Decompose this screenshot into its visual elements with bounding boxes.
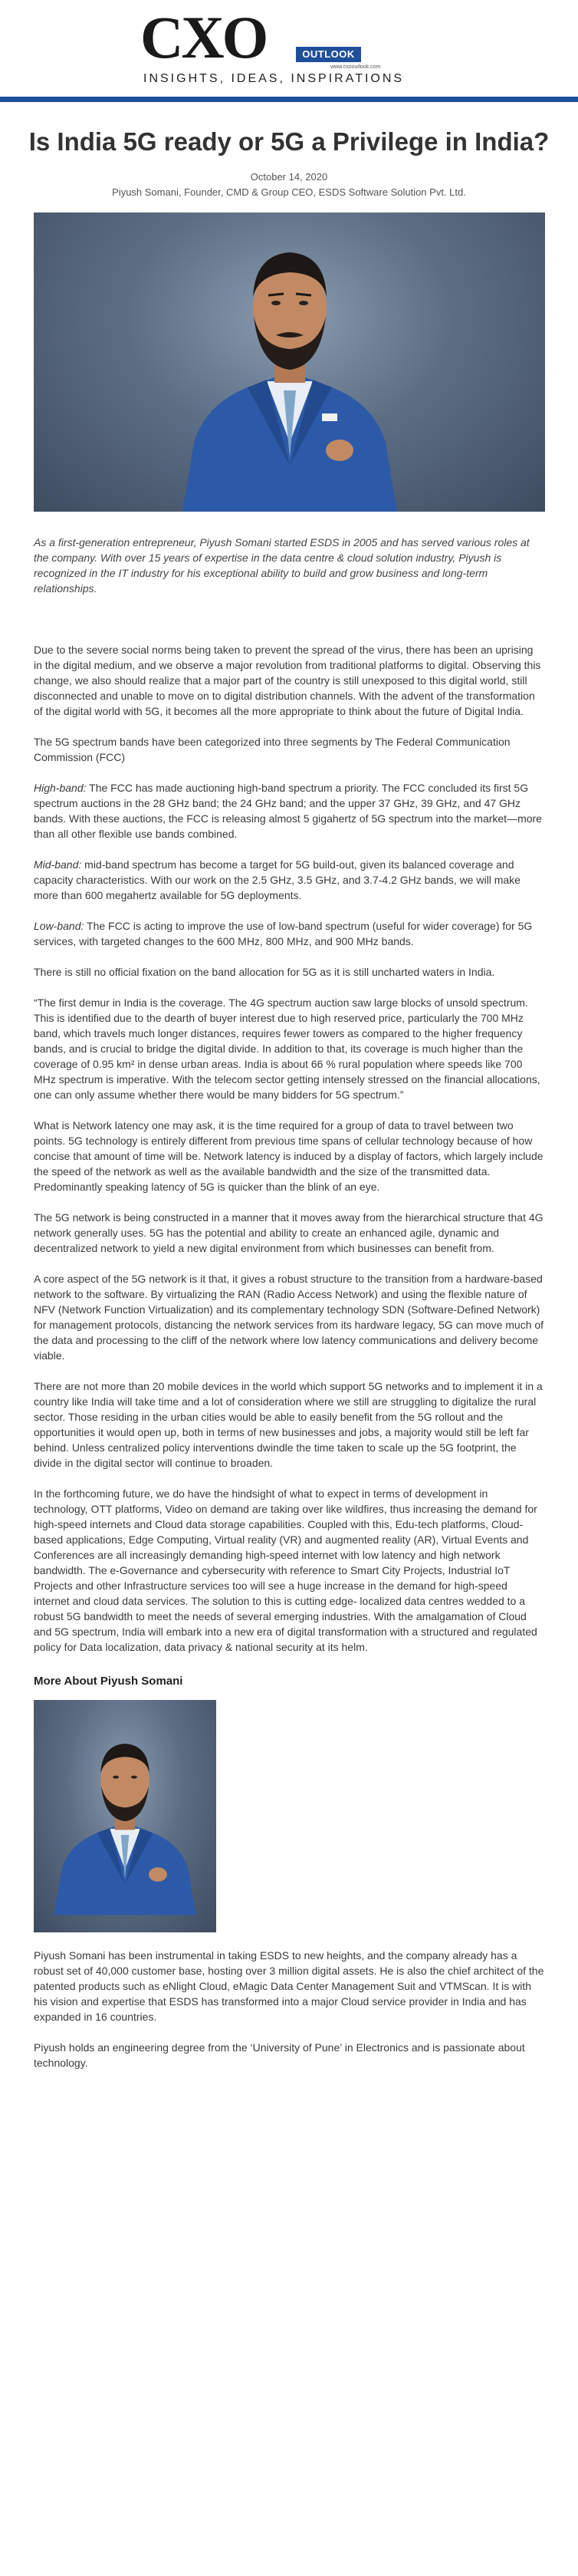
article-paragraph: The 5G spectrum bands have been categorized into three segments by The Federal Communication Commission (FCC) — [34, 736, 511, 763]
author-intro: As a first-generation entrepreneur, Piyush Somani started ESDS in 2005 and has served various roles at the company. With over 15 years of expertise in the data centre & cloud solution industry, Piyush is recognized in the IT industry for his exceptional ability to build and grow business and long-term relationships. — [34, 536, 530, 595]
masthead — [0, 0, 578, 106]
about-author-paragraph: Piyush Somani has been instrumental in taking ESDS to new heights, and the company already has a robust set of 40,000 customer base, hosting over 3 million digital assets. He is also the chief architect of the patented products such as eNlight Cloud, eMagic Data Center Management Suit and VTMScan. It is with his vision and expertise that ESDS has transformed into a major Cloud service provider in India and has expanded in 16 countries. — [34, 1949, 544, 2023]
site-tagline: INSIGHTS, IDEAS, INSPIRATIONS — [143, 72, 405, 85]
about-author-heading: More About Piyush Somani — [34, 1675, 183, 1688]
author-hero-photo — [34, 212, 545, 512]
author-portrait — [152, 212, 428, 512]
article-paragraph: What is Network latency one may ask, it is the time required for a group of data to travel between two points. 5G technology is entirely different from previous time spans of cellular technology because of how concise that amount of time will be. Network latency is induced by a display of factors, which largely include the speed of the network as well as the available bandwidth and the size of the transmitted data. Predominantly speaking latency of 5G is quicker than the blink of an eye. — [34, 1119, 544, 1193]
article-paragraph-high-band — [34, 780, 544, 842]
logo-url: www.cxooutlook.com — [330, 64, 381, 70]
low-band-label: Low-band: — [34, 920, 84, 932]
high-band-label: High-band: — [34, 782, 87, 794]
article-date: October 14, 2020 — [250, 171, 328, 183]
article-byline: Piyush Somani, Founder, CMD & Group CEO, ESDS Software Solution Pvt. Ltd. — [112, 186, 466, 198]
author-bio-portrait — [34, 1700, 216, 1932]
article-paragraph: In the forthcoming future, we do have the hindsight of what to expect in terms of development in technology, OTT platforms, Video on demand are taking over like wildfires, thus increasing the demand for high-speed internets and Cloud data storage capabilities. Coupled with this, Edu-tech platforms, Cloud-based applications, Edge Computing, Virtual reality (VR) and augmented reality (AR), Virtual Events and Conferences are all increasingly demanding high-speed internet with low latency and high network bandwidth. The e-Governance and cybersecurity with reference to Smart City Projects, Industrial IoT Projects and other Infrastructure services too will see a huge increase in the demand for high-speed internet and cloud data services. The solution to this is cutting edge- localized data centres wedded to a robust 5G bandwidth to meet the needs of several emerging industries. With the amalgamation of Cloud and 5G spectrum, India will embark into a new era of digital transformation with a structured and regulated policy for Data localization, data privacy & national security at its helm. — [34, 1487, 537, 1653]
article-paragraph-mid-band — [34, 857, 544, 903]
about-author-paragraph: Piyush holds an engineering degree from the ‘University of Pune’ in Electronics and is passionate about technology. — [34, 2041, 525, 2069]
logo-outlook-badge: OUTLOOK — [296, 47, 361, 62]
article-paragraph-low-band — [34, 918, 544, 949]
article-meta — [0, 170, 578, 200]
article-title: Is India 5G ready or 5G a Privilege in India? — [28, 127, 550, 156]
mid-band-text: mid-band spectrum has become a target for 5G build-out, given its balanced coverage and capacity characteristics. With our work on the 2.5 GHz, 3.5 GHz, and 3.7-4.2 GHz bands, we will make more than 600 megahertz available for 5G deployments. — [34, 858, 521, 901]
article-paragraph: Due to the severe social norms being taken to prevent the spread of the virus, there has been an uprising in the digital medium, and we observe a major revolution from traditional platforms to digital. Observing this change, we also should realize that a major part of the country is still unexposed to this digital world, still disconnected and unable to move on to digital distribution channels. With the advent of the transformation of the digital world with 5G, it becomes all the more appropriate to think about the future of Digital India. — [34, 644, 541, 717]
article-paragraph: The 5G network is being constructed in a manner that it moves away from the hierarchical structure that 4G network generally uses. 5G has the potential and ability to create an enhanced agile, dynamic and decentralized network to yield a new digital environment from which businesses can benefit from. — [34, 1211, 544, 1254]
logo-wordmark: CXO — [140, 4, 267, 71]
author-bio-photo — [34, 1700, 216, 1932]
article-quote: “The first demur in India is the coverage. The 4G spectrum auction saw large blocks of unsold spectrum. This is identified due to the dearth of buyer interest due to high reserved price, particularly the 700 MHz band, which travels much longer distances, requires fewer towers as compared to the higher frequency bands, and is crucial to bridge the digital divide. In addition to that, its coverage is much higher than the coverage of 0.95 km² in dense urban areas. India is about 66 % rural population where speeds like 700 MHz spectrum is imperative. With the telecom sector getting intensely stressed on the financial allocations, one can only assume whether there would be many bidders for 5G spectrum.” — [34, 996, 540, 1101]
high-band-text: The FCC has made auctioning high-band spectrum a priority. The FCC concluded its first 5G spectrum auctions in the 28 GHz band; the 24 GHz band; and the upper 37 GHz, 39 GHz, and 47 GHz bands. With these auctions, the FCC is releasing almost 5 gigahertz of 5G spectrum into the market—more than all other flexible use bands combined. — [34, 782, 542, 840]
header-divider — [0, 97, 578, 102]
article-paragraph: There is still no official fixation on the band allocation for 5G as it is still uncharted waters in India. — [34, 966, 495, 978]
site-logo[interactable] — [140, 4, 439, 89]
article-body — [0, 535, 578, 2070]
article-paragraph: There are not more than 20 mobile devices in the world which support 5G networks and to implement it in a country like India will take time and a lot of consideration where we still are struggling to digitalize the rural sector. Those residing in the urban cities would be able to easily benefit from the 5G rollout and the opportunities it would open up, both in terms of new businesses and jobs, a majority would still be left far behind. Unless centralized policy interventions dwindle the time taken to scale up the 5G footprint, the divide in the digital sector will continue to broaden. — [34, 1380, 543, 1469]
low-band-text: The FCC is acting to improve the use of low-band spectrum (useful for wider coverage) for 5G services, with targeted changes to the 600 MHz, 800 MHz, and 900 MHz bands. — [34, 920, 533, 947]
article-paragraph: A core aspect of the 5G network is it that, it gives a robust structure to the transition from a hardware-based network to the software. By virtualizing the RAN (Radio Access Network) and using the flexible nature of NFV (Network Function Virtualization) and its complementary technology SDN (Software-Defined Network) for management protocols, distancing the network services from its hardware legacy, 5G can move much of the data and processing to the cliff of the network where low latency communications and delivery become viable. — [34, 1273, 544, 1362]
mid-band-label: Mid-band: — [34, 858, 82, 871]
